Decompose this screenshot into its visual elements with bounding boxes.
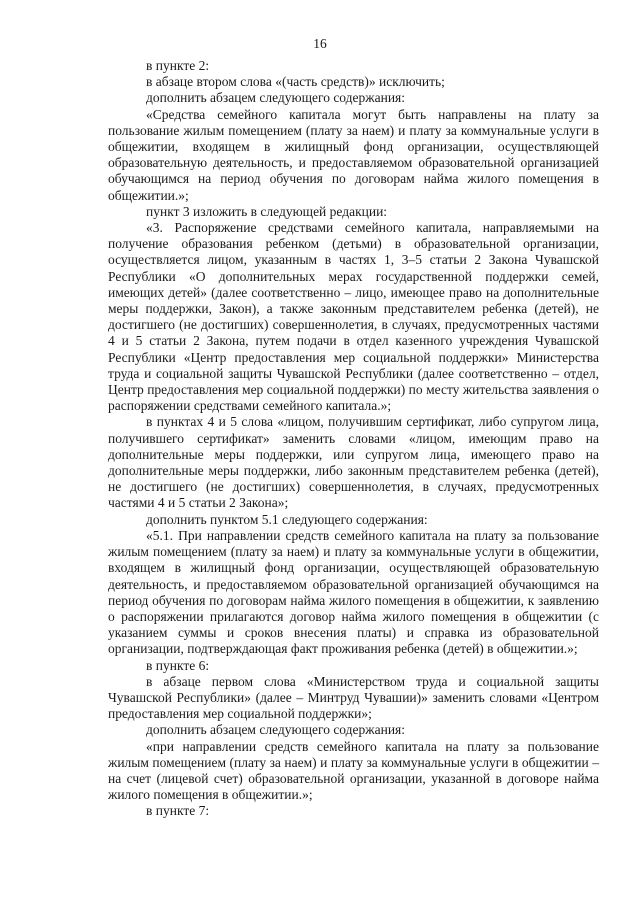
document-body — [108, 58, 599, 820]
paragraph-14: в пункте 7: — [146, 803, 210, 819]
paragraph-8: дополнить пунктом 5.1 следующего содержания: — [146, 511, 428, 527]
paragraph-4: «Средства семейного капитала могут быть направлены на плату за пользование жилым помещением (плату за наем) и плату за коммунальные услуги в общежитии, входящем в жилищный фонд организации, осуществляющей образовательную деятельность, и предоставляемом образовательной организацией обучающимся на период обучения по договорам найма жилого помещения в общежитии.»; — [108, 106, 599, 203]
paragraph-13: «при направлении средств семейного капитала на плату за пользование жилым помещением (плату за наем) и плату за коммунальные услуги в общежитии – на счет (лицевой счет) образовательной организации, указанной в договоре найма жилого помещения в общежитии.»; — [108, 738, 599, 803]
paragraph-12: дополнить абзацем следующего содержания: — [146, 722, 406, 738]
paragraph-3: дополнить абзацем следующего содержания: — [146, 90, 406, 106]
paragraph-9: «5.1. При направлении средств семейного капитала на плату за пользование жилым помещением (плату за наем) и плату за коммунальные услуги в общежитии, входящем в жилищный фонд организации, осуществляющей образовательную деятельность, и предоставляемом образовательной организацией обучающимся на период обучения по договорам найма жилого помещения в общежитии, к заявлению о распоряжении прилагаются договор найма жилого помещения в общежитии (с указанием суммы и сроков внесения платы) и справка из образовательной организации, подтверждающая факт проживания ребенка (детей) в общежитии.»; — [108, 527, 599, 657]
paragraph-11: в абзаце первом слова «Министерством труда и социальной защиты Чувашской Республики» (далее – Минтруд Чувашии)» заменить словами «Центром предоставления мер социальной поддержки»; — [108, 673, 599, 722]
paragraph-10: в пункте 6: — [146, 657, 210, 673]
paragraph-1: в пункте 2: — [146, 58, 210, 73]
paragraph-7: в пунктах 4 и 5 слова «лицом, получившим сертификат, либо супругом лица, получившего сертификат» заменить словами «лицом, имеющим право на дополнительные меры поддержки, или супругом лица, имеющего право на дополнительные меры поддержки, либо законным представителем ребенка (детей), не достигшего (не достигших) совершеннолетия, в случаях, предусмотренных частями 4 и 5 статьи 2 Закона»; — [108, 414, 599, 511]
paragraph-2: в абзаце втором слова «(часть средств)» исключить; — [146, 74, 445, 90]
page-number: 16 — [313, 36, 327, 51]
paragraph-6: «3. Распоряжение средствами семейного капитала, направляемыми на получение образования ребенком (детьми) в образовательной организации, осуществляется лицом, указанным в частях 1, 3–5 статьи 2 Закона Чувашской Республики «О дополнительных мерах государственной поддержки семей, имеющих детей» (далее соответственно – лицо, имеющее право на дополнительные меры поддержки, Закон), а также законным представителем ребенка (детей), не достигшего (не достигших) совершеннолетия, в случаях, предусмотренных частями 4 и 5 статьи 2 Закона, путем подачи в отдел казенного учреждения Чувашской Республики «Центр предоставления мер социальной поддержки» Министерства труда и социальной защиты Чувашской Республики (далее соответственно – отдел, Центр предоставления мер социальной поддержки) по месту жительства заявления о распоряжении средствами семейного капитала.»; — [108, 220, 599, 414]
paragraph-5: пункт 3 изложить в следующей редакции: — [146, 203, 388, 219]
